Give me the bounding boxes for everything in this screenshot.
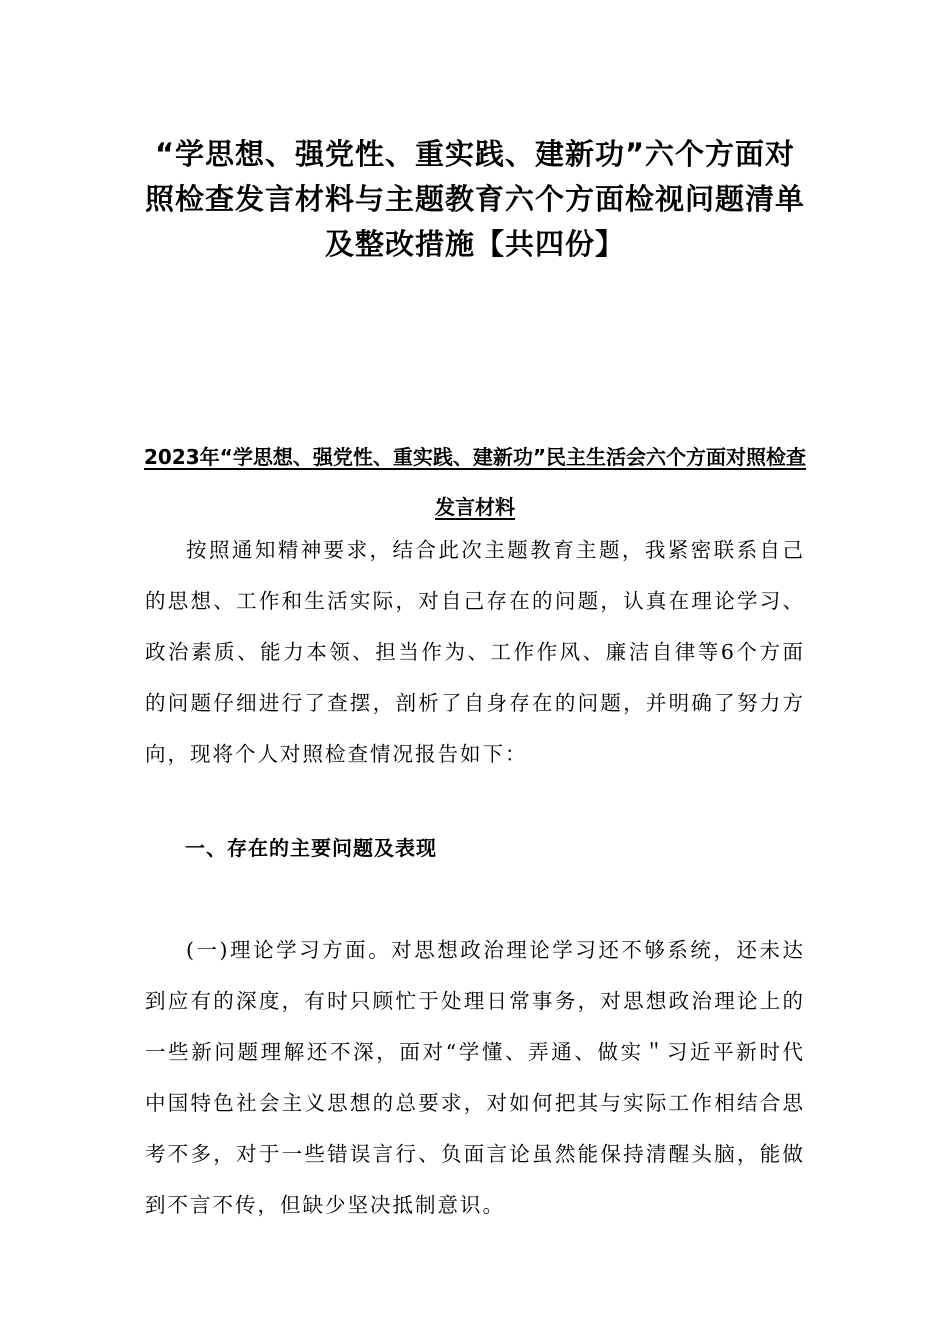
document-main-title: “学思想、强党性、重实践、建新功”六个方面对照检查发言材料与主题教育六个方面检视问题清单及整改措施【共四份】	[144, 137, 805, 261]
document-sub-title: 2023年“学思想、强党性、重实践、建新功”民主生活会六个方面对照检查发言材料	[144, 445, 806, 519]
item-one-paragraph: (一)理论学习方面。对思想政治理论学习还不够系统，还未达到应有的深度，有时只顾忙于处理日常事务，对思想政治理论上的一些新问题理解还不深，面对“学懂、弄通、做实＂习近平新时代中国特色社会主义思想的总要求，对如何把其与实际工作相结合思考不多，对于一些错误言行、负面言论虽然能保持清醒头脑，能做到不言不传，但缺少坚决抵制意识。	[145, 938, 805, 1217]
section-heading: 一、存在的主要问题及表现	[185, 836, 437, 860]
intro-paragraph: 按照通知精神要求，结合此次主题教育主题，我紧密联系自己的思想、工作和生活实际，对自己存在的问题，认真在理论学习、政治素质、能力本领、担当作为、工作作风、廉洁自律等6个方面的问题仔细进行了查摆，剖析了自身存在的问题，并明确了努力方向，现将个人对照检查情况报告如下：	[145, 538, 805, 766]
